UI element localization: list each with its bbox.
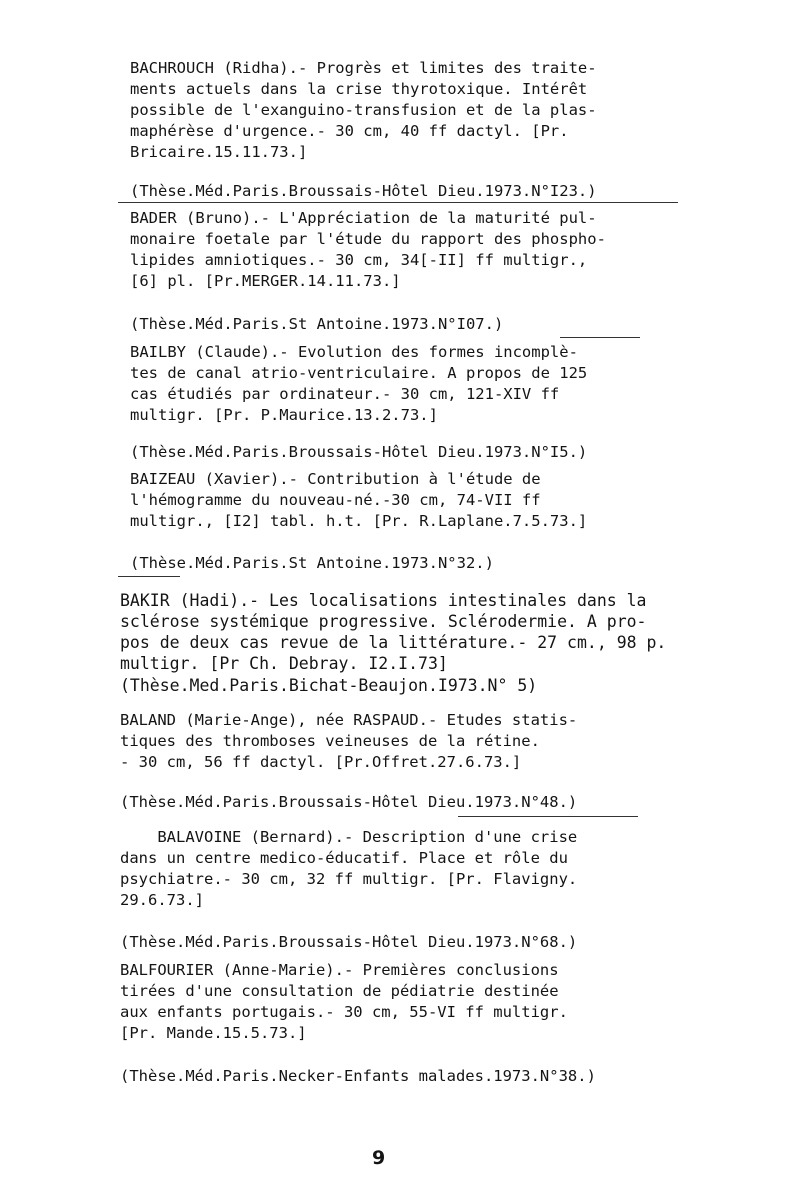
divider	[560, 337, 640, 338]
entry-line: psychiatre.- 30 cm, 32 ff multigr. [Pr. Flavigny.	[120, 870, 578, 888]
bibliography-entry	[120, 960, 660, 1044]
divider	[118, 576, 180, 577]
entry-line: l'hémogramme du nouveau-né.-30 cm, 74-VII ff	[130, 491, 541, 509]
entry-line: BADER (Bruno).- L'Appréciation de la maturité pul-	[130, 209, 597, 227]
entry-line: cas étudiés par ordinateur.- 30 cm, 121-XIV ff	[130, 385, 560, 403]
page-number: 9	[372, 1147, 386, 1169]
entry-line: pos de deux cas revue de la littérature.- 27 cm., 98 p.	[120, 633, 667, 652]
thesis-citation: (Thèse.Méd.Paris.Broussais-Hôtel Dieu.1973.N°I5.)	[130, 443, 588, 461]
entry-line: sclérose systémique progressive. Sclérodermie. A pro-	[120, 612, 647, 631]
thesis-citation: (Thèse.Méd.Paris.St Antoine.1973.N°I07.)	[130, 315, 504, 333]
entry-line: BACHROUCH (Ridha).- Progrès et limites des traite-	[130, 59, 597, 77]
entry-line: monaire foetale par l'étude du rapport des phospho-	[130, 230, 606, 248]
divider	[118, 202, 678, 203]
entry-line: BAILBY (Claude).- Evolution des formes incomplè-	[130, 343, 578, 361]
bibliography-entry	[130, 58, 660, 163]
entry-line: BAIZEAU (Xavier).- Contribution à l'étude de	[130, 470, 541, 488]
entry-line: - 30 cm, 56 ff dactyl. [Pr.Offret.27.6.73.]	[120, 753, 522, 771]
entry-line: [6] pl. [Pr.MERGER.14.11.73.]	[130, 272, 401, 290]
bibliography-entry	[120, 710, 660, 773]
thesis-citation: (Thèse.Méd.Paris.St Antoine.1973.N°32.)	[130, 554, 494, 572]
thesis-citation: (Thèse.Méd.Paris.Broussais-Hôtel Dieu.1973.N°I23.)	[130, 182, 597, 200]
entry-line: tirées d'une consultation de pédiatrie destinée	[120, 982, 559, 1000]
entry-line: lipides amniotiques.- 30 cm, 34[-II] ff multigr.,	[130, 251, 588, 269]
bibliography-entry	[130, 469, 660, 532]
entry-line: BALAVOINE (Bernard).- Description d'une crise	[120, 828, 578, 846]
entry-line: multigr. [Pr Ch. Debray. I2.I.73]	[120, 654, 448, 673]
entry-line: possible de l'exanguino-transfusion et de la plas-	[130, 101, 597, 119]
entry-line: BAKIR (Hadi).- Les localisations intestinales dans la	[120, 591, 647, 610]
entry-line: BALAND (Marie-Ange), née RASPAUD.- Etudes statis-	[120, 711, 578, 729]
entry-line: Bricaire.15.11.73.]	[130, 143, 308, 161]
thesis-citation: (Thèse.Méd.Paris.Necker-Enfants malades.1973.N°38.)	[120, 1067, 596, 1085]
entry-line: tes de canal atrio-ventriculaire. A propos de 125	[130, 364, 588, 382]
entry-line: ments actuels dans la crise thyrotoxique. Intérêt	[130, 80, 588, 98]
bibliography-entry	[120, 590, 680, 674]
entry-line: [Pr. Mande.15.5.73.]	[120, 1024, 307, 1042]
entry-line: maphérèse d'urgence.- 30 cm, 40 ff dactyl. [Pr.	[130, 122, 569, 140]
bibliography-entry	[130, 342, 660, 426]
entry-line: aux enfants portugais.- 30 cm, 55-VI ff multigr.	[120, 1003, 568, 1021]
divider	[458, 816, 638, 817]
entry-line: 29.6.73.]	[120, 891, 204, 909]
thesis-citation: (Thèse.Med.Paris.Bichat-Beaujon.I973.N° 5)	[120, 676, 538, 695]
thesis-citation: (Thèse.Méd.Paris.Broussais-Hôtel Dieu.1973.N°48.)	[120, 793, 578, 811]
entry-line: multigr., [I2] tabl. h.t. [Pr. R.Laplane.7.5.73.]	[130, 512, 588, 530]
entry-line: multigr. [Pr. P.Maurice.13.2.73.]	[130, 406, 438, 424]
entry-line: tiques des thromboses veineuses de la rétine.	[120, 732, 540, 750]
bibliography-entry	[120, 827, 660, 911]
entry-line: dans un centre medico-éducatif. Place et rôle du	[120, 849, 568, 867]
entry-line: BALFOURIER (Anne-Marie).- Premières conclusions	[120, 961, 559, 979]
bibliography-entry	[130, 208, 660, 292]
thesis-citation: (Thèse.Méd.Paris.Broussais-Hôtel Dieu.1973.N°68.)	[120, 933, 578, 951]
